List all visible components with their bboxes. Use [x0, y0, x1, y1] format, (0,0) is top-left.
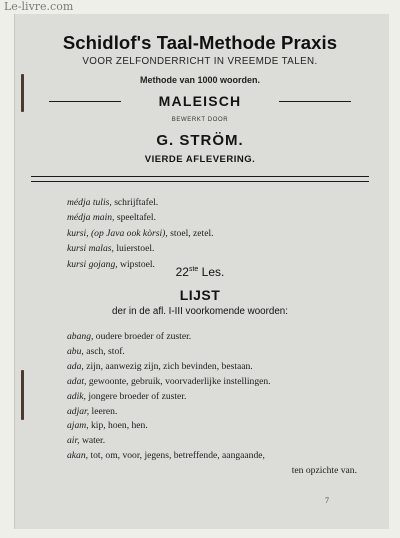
installment-label: VIERDE AFLEVERING. — [144, 154, 256, 165]
word-entry — [67, 345, 357, 360]
word-entry — [67, 405, 357, 420]
list-subtitle: der in de afl. I-III voorkomende woorden: — [112, 306, 288, 317]
vocab-entry — [67, 241, 367, 256]
word-term: abang, — [67, 331, 94, 342]
word-entry — [67, 330, 357, 345]
word-term: adat, — [67, 375, 87, 387]
vocab-meaning: stoel, zetel. — [170, 227, 214, 239]
word-entry — [67, 375, 357, 390]
word-term: abu, — [67, 345, 84, 357]
word-meaning: asch, stof. — [86, 345, 125, 357]
right-rule — [279, 101, 351, 102]
word-meaning: gewoonte, gebruik, voorvaderlijke instellingen. — [88, 375, 271, 387]
word-term: ada, — [67, 360, 84, 372]
vocab-meaning: wipstoel. — [120, 258, 155, 270]
vocab-meaning: luierstoel. — [116, 243, 155, 255]
word-meaning: jongere broeder of zuster. — [88, 390, 187, 402]
word-term: akan, — [67, 450, 89, 462]
word-list — [67, 330, 357, 479]
edited-by-label: BEWERKT DOOR — [171, 117, 229, 123]
vocab-term: kursi, (op Java ook kòrsi), — [67, 227, 168, 239]
word-meaning: kip, hoen, hen. — [91, 420, 148, 432]
book-title: Schidlof's Taal-Methode Praxis — [62, 32, 338, 53]
vocab-list — [67, 195, 367, 272]
word-meaning: tot, om, voor, jegens, betreffende, aangaande, — [90, 450, 265, 462]
word-entry — [67, 360, 357, 375]
word-term: adjar, — [67, 405, 90, 417]
vocab-entry — [67, 210, 367, 225]
vocab-meaning: speeltafel. — [116, 212, 156, 224]
watermark-text: Le-livre.com — [4, 0, 74, 13]
vocab-entry — [67, 226, 367, 241]
lesson-suffix: ste — [188, 266, 199, 273]
word-entry-continuation: ten opzichte van. — [291, 465, 357, 477]
vocab-term: médja tulis, — [67, 197, 112, 208]
book-subtitle: VOOR ZELFONDERRICHT IN VREEMDE TALEN. — [82, 56, 318, 67]
word-term: adik, — [67, 390, 86, 402]
word-entry — [67, 390, 357, 405]
word-meaning: oudere broeder of zuster. — [95, 331, 192, 342]
lesson-label: Les. — [201, 265, 225, 279]
word-entry — [67, 449, 357, 464]
lesson-number: 22 — [175, 265, 189, 279]
binding-mark — [21, 370, 24, 420]
vocab-term: kursi malas, — [67, 243, 114, 255]
word-meaning: water. — [81, 435, 106, 447]
word-meaning: leeren. — [91, 405, 118, 417]
word-term: ajam, — [67, 420, 89, 432]
vocab-term: médja main, — [67, 212, 115, 224]
header-divider — [31, 176, 369, 182]
list-title: LIJST — [179, 287, 221, 303]
vocab-meaning: schrijftafel. — [114, 197, 159, 208]
word-entry — [67, 434, 357, 449]
word-term: air, — [67, 435, 80, 447]
vocab-term: kursi gojang, — [67, 258, 118, 270]
method-line: Methode van 1000 woorden. — [139, 75, 261, 85]
author-name: G. STRÖM. — [156, 132, 244, 149]
vocab-entry — [67, 195, 367, 210]
binding-mark — [21, 74, 24, 112]
page-number: 7 — [325, 496, 329, 505]
word-entry — [67, 419, 357, 434]
word-meaning: zijn, aanwezig zijn, zich bevinden, bestaan. — [86, 360, 253, 372]
scanned-page — [14, 14, 389, 529]
page-content — [45, 14, 355, 529]
language-heading: MALEISCH — [158, 93, 242, 109]
lesson-heading — [45, 265, 355, 279]
